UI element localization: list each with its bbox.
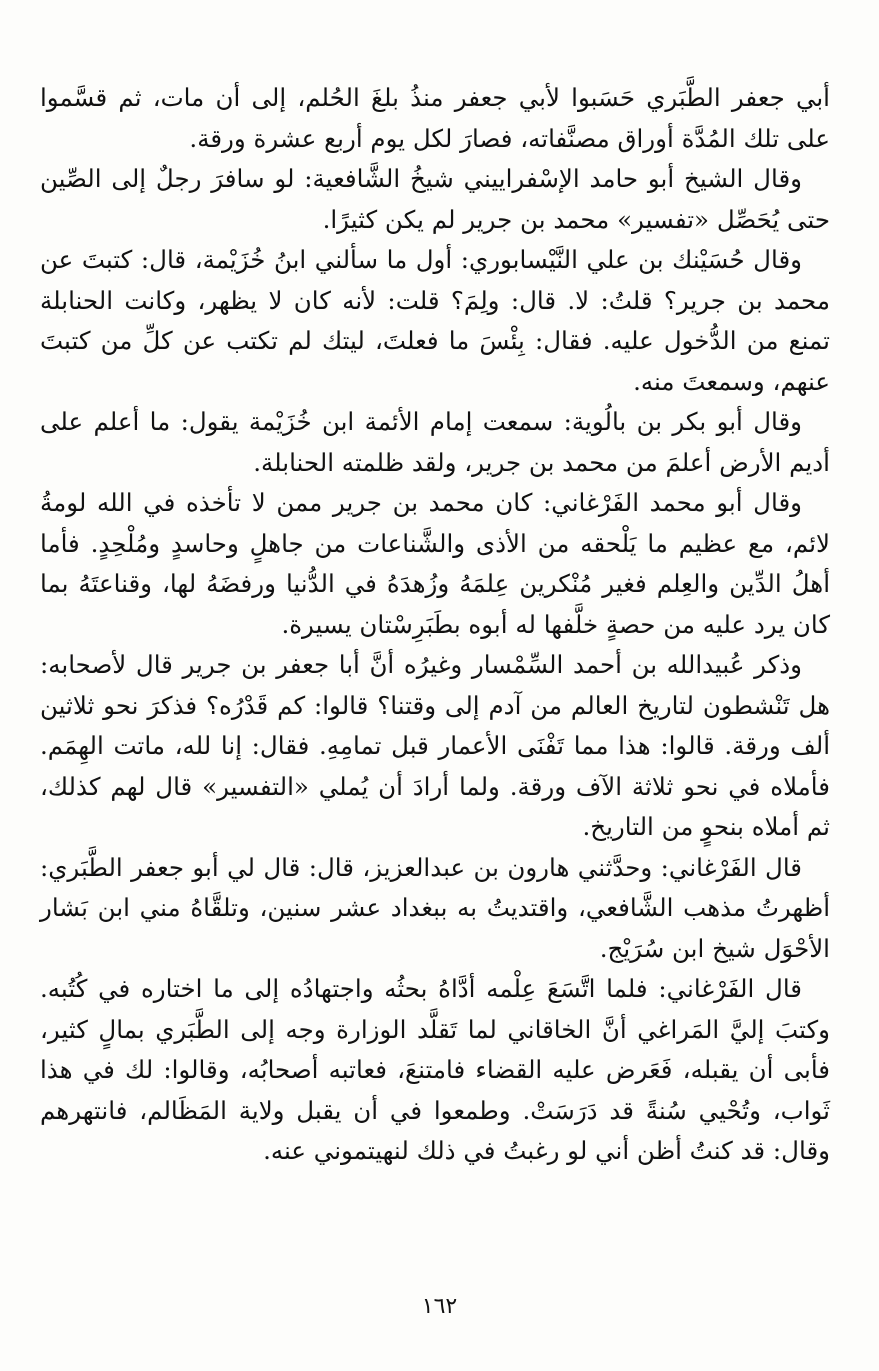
paragraph-2: وقال الشيخ أبو حامد الإسْفراييني شيخُ الشَّافعية: لو سافرَ رجلٌ إلى الصِّين حتى يُحَصِّل «تفسير» محمد بن جرير لم يكن كثيرًا. <box>40 164 830 234</box>
paragraph-7: قال الفَرْغاني: وحدَّثني هارون بن عبدالعزيز، قال: قال لي أبو جعفر الطَّبَري: أظهرتُ مذهب الشَّافعي، واقتديتُ به ببغداد عشر سنين، وتلقَّاهُ مني ابن بَشار الأحْوَل شيخ ابن سُرَيْج. <box>40 852 830 963</box>
paragraph-8: قال الفَرْغاني: فلما اتَّسَعَ عِلْمه أدَّاهُ بحثُه واجتهادُه إلى ما اختاره في كُتُبه. وكتبَ إليَّ المَراغي أنَّ الخاقاني لما تَقلَّد الوزارة وجه إلى الطَّبَري بمالٍ كثير، فأبى أن يقبله، فَعَرض عليه القضاء فامتنعَ، فعاتبه أصحابُه، وقالوا: لك في هذا ثَواب، وتُحْيي سُنةً قد دَرَسَتْ. وطمعوا في أن يقبل ولاية المَظَالم، فانتهرهم وقال: قد كنتُ أظن أني لو رغبتُ في ذلك لنهيتموني عنه. <box>40 974 830 1165</box>
paragraph-4: وقال أبو بكر بن بالُوية: سمعت إمام الأئمة ابن خُزَيْمة يقول: ما أعلم على أديم الأرض أعلمَ من محمد بن جرير، ولقد ظلمته الحنابلة. <box>40 407 830 477</box>
page-number: ١٦٢ <box>421 1294 458 1319</box>
paragraph-3: وقال حُسَيْنك بن علي النَّيْسابوري: أول ما سألني ابنُ خُزَيْمة، قال: كتبتَ عن محمد بن جرير؟ قلتُ: لا. قال: ولِمَ؟ قلت: لأنه كان لا يظهر، وكانت الحنابلة تمنع من الدُّخول عليه. فقال: بِئْسَ ما فعلتَ، ليتك لم تكتب عن كلِّ من كتبتَ عنهم، وسمعتَ منه. <box>40 245 830 396</box>
paragraph-5: وقال أبو محمد الفَرْغاني: كان محمد بن جرير ممن لا تأخذه في الله لومةُ لائم، مع عظيم ما يَلْحقه من الأذى والشَّناعات من جاهلٍ وحاسدٍ ومُلْحِدٍ. فأما أهلُ الدِّين والعِلم فغير مُنْكرين عِلمَهُ وزُهدَهُ في الدُّنيا ورفضَهُ لها، وقناعتَهُ بما كان يرد عليه من حصةٍ خلَّفها له أبوه بطَبَرِسْتان يسيرة. <box>40 488 830 639</box>
paragraph-6: وذكر عُبيدالله بن أحمد السِّمْسار وغيرُه أنَّ أبا جعفر بن جرير قال لأصحابه: هل تَنْشطون لتاريخ العالم من آدم إلى وقتنا؟ قالوا: كم قَدْرُه؟ فذكرَ نحو ثلاثين ألف ورقة. قالوا: هذا مما تَفْنَى الأعمار قبل تمامِهِ. فقال: إنا لله، ماتت الهِمَم. فأملاه في نحو ثلاثة الآف ورقة. ولما أرادَ أن يُملي «التفسير» قال لهم كذلك، ثم أملاه بنحوٍ من التاريخ. <box>40 650 830 841</box>
paragraph-1: أبي جعفر الطَّبَري حَسَبوا لأبي جعفر منذُ بلغَ الحُلم، إلى أن مات، ثم قسَّموا على تلك المُدَّة أوراق مصنَّفاته، فصارَ لكل يوم أربع عشرة ورقة. <box>40 83 830 153</box>
body-text <box>40 78 830 1172</box>
